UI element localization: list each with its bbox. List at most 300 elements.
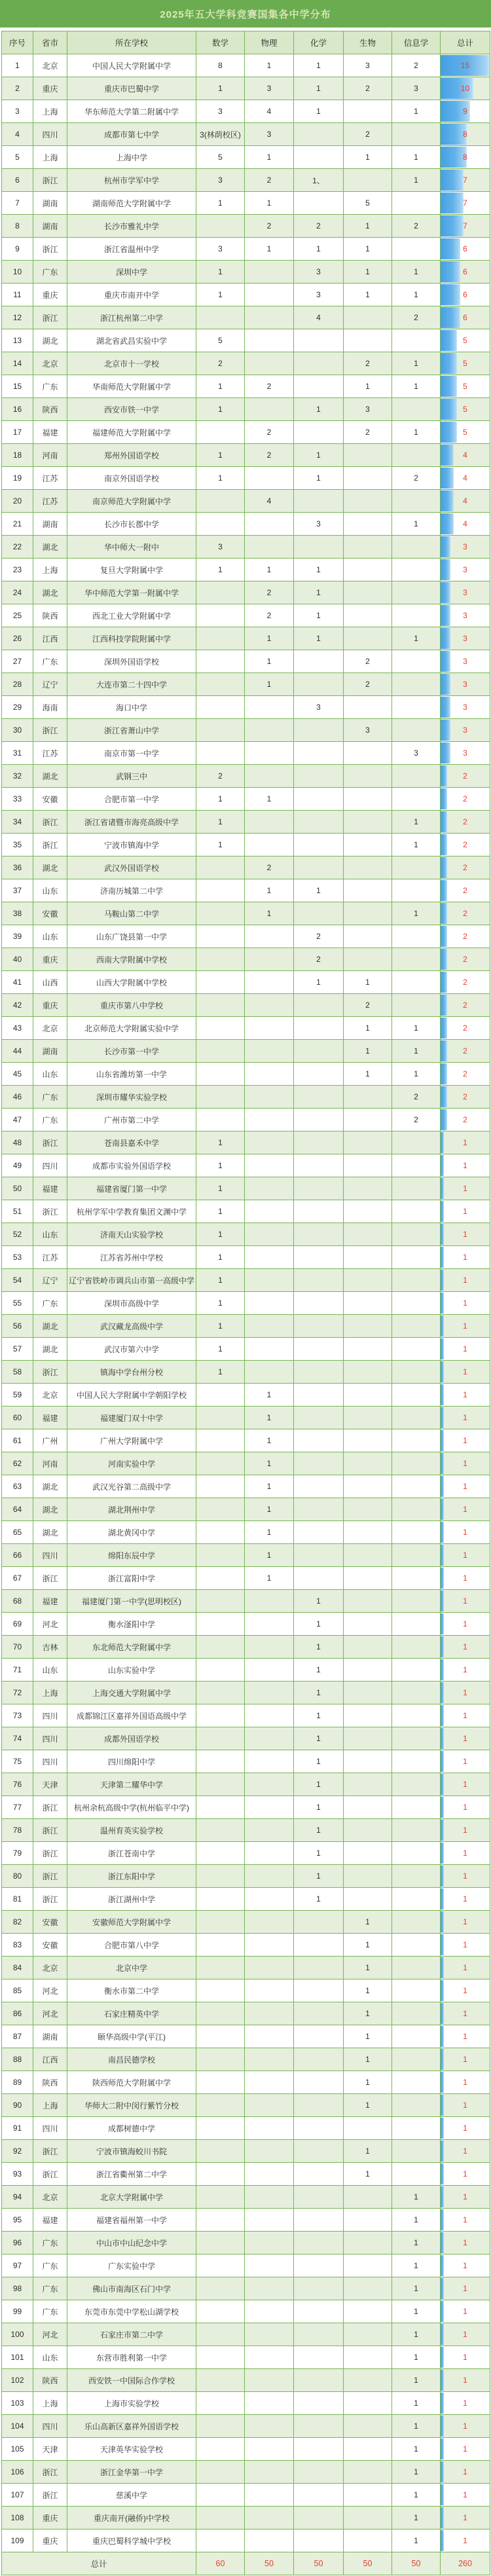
table-row (2, 1750, 490, 1773)
cell-math (196, 2209, 245, 2232)
cell-total (441, 1842, 490, 1865)
cell-physics (245, 398, 294, 421)
cell-school: 杭州学军中学教育集团文渊中学 (67, 1200, 196, 1223)
cell-chemistry (294, 2507, 344, 2530)
cell-chemistry (294, 1934, 344, 1957)
cell-total (441, 1567, 490, 1590)
cell-biology: 1 (344, 1911, 392, 1934)
cell-biology (344, 1200, 392, 1223)
cell-physics (245, 1888, 294, 1911)
cell-school: 深圳中学 (67, 261, 196, 284)
cell-math (196, 1475, 245, 1498)
cell-province: 河北 (33, 1979, 67, 2002)
cell-no: 21 (2, 513, 33, 536)
cell-biology: 1 (344, 1017, 392, 1040)
cell-province: 湖南 (33, 513, 67, 536)
total-data-bar (441, 445, 454, 466)
cell-school: 浙江省萧山中学 (67, 719, 196, 742)
cell-math (196, 1017, 245, 1040)
cell-physics (245, 2025, 294, 2048)
cell-school: 衡水滏阳中学 (67, 1613, 196, 1636)
cell-informatics (392, 2117, 441, 2140)
cell-no: 49 (2, 1154, 33, 1177)
cell-physics (245, 2232, 294, 2254)
total-data-bar (441, 2049, 444, 2070)
table-row (2, 2346, 490, 2369)
cell-province: 浙江 (33, 2140, 67, 2163)
cell-physics (245, 1590, 294, 1613)
cell-informatics (392, 948, 441, 971)
total-data-bar (441, 1911, 444, 1932)
cell-school: 武汉光谷第二高级中学 (67, 1475, 196, 1498)
cell-math: 1 (196, 375, 245, 398)
cell-informatics (392, 1223, 441, 1246)
cell-physics: 2 (245, 375, 294, 398)
table-footer (2, 2552, 490, 2575)
cell-province: 浙江 (33, 238, 67, 261)
cell-school: 福建师范大学附属中学 (67, 421, 196, 444)
cell-total (441, 581, 490, 604)
total-data-bar (441, 1155, 444, 1176)
table-row (2, 1200, 490, 1223)
total-data-bar (441, 1888, 444, 1909)
cell-no: 108 (2, 2507, 33, 2530)
cell-province: 浙江 (33, 2461, 67, 2484)
cell-physics: 2 (245, 444, 294, 467)
cell-chemistry (294, 2094, 344, 2117)
cell-no: 30 (2, 719, 33, 742)
total-value: 1 (463, 1849, 467, 1858)
total-value: 1 (463, 1917, 467, 1926)
total-value: 1 (463, 2261, 467, 2270)
cell-school: 河南实验中学 (67, 1452, 196, 1475)
table-row (2, 2232, 490, 2254)
cell-biology (344, 742, 392, 765)
cell-total (441, 1177, 490, 1200)
cell-chemistry (294, 2530, 344, 2552)
table-row (2, 902, 490, 925)
cell-school: 乐山高新区嘉祥外国语学校 (67, 2415, 196, 2438)
header-informatics: 信息学 (392, 31, 441, 54)
cell-total (441, 2369, 490, 2392)
cell-math (196, 2300, 245, 2323)
cell-school: 华南师范大学附属中学 (67, 375, 196, 398)
cell-no: 22 (2, 536, 33, 559)
cell-math (196, 421, 245, 444)
cell-chemistry (294, 536, 344, 559)
cell-biology (344, 925, 392, 948)
cell-math (196, 2461, 245, 2484)
cell-province: 江苏 (33, 742, 67, 765)
cell-math (196, 1429, 245, 1452)
cell-chemistry: 1 (294, 1613, 344, 1636)
total-value: 1 (463, 1436, 467, 1445)
cell-math (196, 2484, 245, 2507)
cell-total (441, 1429, 490, 1452)
cell-math (196, 2232, 245, 2254)
cell-physics (245, 742, 294, 765)
total-value: 3 (463, 657, 467, 666)
cell-informatics: 1 (392, 2461, 441, 2484)
cell-total (441, 2300, 490, 2323)
cell-school: 天津英华实验学校 (67, 2438, 196, 2461)
total-data-bar (441, 628, 450, 649)
total-value: 7 (463, 175, 467, 185)
cell-no: 51 (2, 1200, 33, 1223)
cell-math (196, 1842, 245, 1865)
cell-total (441, 238, 490, 261)
cell-informatics (392, 1177, 441, 1200)
cell-physics (245, 2002, 294, 2025)
total-data-bar (441, 1063, 447, 1084)
cell-school: 成都树德中学 (67, 2117, 196, 2140)
total-value: 1 (463, 1459, 467, 1468)
cell-informatics: 3 (392, 77, 441, 100)
cell-physics (245, 765, 294, 788)
page-title: 2025年五大学科竞赛国集各中学分布 (160, 9, 331, 20)
cell-physics (245, 352, 294, 375)
total-value: 1 (463, 1390, 467, 1399)
total-value: 2 (463, 932, 467, 941)
cell-chemistry (294, 719, 344, 742)
cell-physics (245, 1132, 294, 1154)
cell-province: 广东 (33, 650, 67, 673)
cell-no: 14 (2, 352, 33, 375)
total-value: 1 (463, 2146, 467, 2156)
total-value: 5 (463, 382, 467, 391)
cell-physics (245, 1315, 294, 1338)
cell-no: 25 (2, 604, 33, 627)
cell-school: 南京外国语学校 (67, 467, 196, 490)
cell-total (441, 719, 490, 742)
total-data-bar (441, 2484, 444, 2505)
cell-chemistry (294, 1407, 344, 1429)
cell-math (196, 1498, 245, 1521)
cell-province: 湖北 (33, 329, 67, 352)
cell-biology: 1 (344, 2163, 392, 2186)
cell-chemistry (294, 650, 344, 673)
total-value: 1 (463, 1184, 467, 1193)
cell-school: 长沙市长郡中学 (67, 513, 196, 536)
cell-informatics (392, 2163, 441, 2186)
cell-informatics (392, 879, 441, 902)
cell-province: 广东 (33, 1292, 67, 1315)
cell-chemistry (294, 2048, 344, 2071)
total-data-bar (441, 2438, 444, 2459)
cell-biology: 2 (344, 673, 392, 696)
cell-total (441, 2392, 490, 2415)
cell-math (196, 627, 245, 650)
cell-school: 西安铁一中国际合作学校 (67, 2369, 196, 2392)
cell-informatics (392, 559, 441, 581)
table-row (2, 834, 490, 856)
cell-school: 长沙市第一中学 (67, 1040, 196, 1063)
total-data-bar (441, 811, 447, 832)
cell-chemistry: 1 (294, 1842, 344, 1865)
table-row (2, 971, 490, 994)
total-value: 9 (463, 107, 467, 116)
cell-total (441, 329, 490, 352)
cell-no: 88 (2, 2048, 33, 2071)
total-data-bar (441, 2255, 444, 2276)
total-data-bar (441, 1797, 444, 1818)
total-value: 15 (460, 61, 470, 70)
table-row (2, 352, 490, 375)
table-row (2, 2117, 490, 2140)
cell-biology (344, 2186, 392, 2209)
cell-total (441, 1659, 490, 1682)
table-row (2, 54, 490, 77)
cell-total (441, 2323, 490, 2346)
table-row (2, 1819, 490, 1842)
cell-total (441, 1407, 490, 1429)
cell-total (441, 2186, 490, 2209)
total-value: 1 (463, 1871, 467, 1881)
cell-biology (344, 902, 392, 925)
footer-physics-total: 50 (245, 2552, 294, 2575)
cell-physics: 1 (245, 1384, 294, 1407)
cell-biology (344, 2392, 392, 2415)
cell-total (441, 2048, 490, 2071)
table-row (2, 398, 490, 421)
cell-math: 3(林荫校区) (196, 123, 245, 146)
total-value: 3 (463, 748, 467, 758)
cell-math (196, 2346, 245, 2369)
cell-no: 93 (2, 2163, 33, 2186)
cell-no: 71 (2, 1659, 33, 1682)
cell-chemistry (294, 1475, 344, 1498)
total-data-bar (441, 376, 457, 397)
cell-total (441, 1911, 490, 1934)
cell-biology (344, 604, 392, 627)
cell-math (196, 581, 245, 604)
table-row (2, 1727, 490, 1750)
footer-math-total: 60 (196, 2552, 245, 2575)
footer-chemistry-total: 50 (294, 2552, 344, 2575)
table-row (2, 1429, 490, 1452)
cell-total (441, 1979, 490, 2002)
cell-biology: 3 (344, 398, 392, 421)
cell-province: 广东 (33, 2277, 67, 2300)
cell-informatics (392, 1957, 441, 1979)
total-data-bar (441, 170, 464, 191)
cell-physics: 2 (245, 604, 294, 627)
cell-no: 99 (2, 2300, 33, 2323)
cell-informatics (392, 788, 441, 811)
cell-biology (344, 2323, 392, 2346)
cell-biology (344, 581, 392, 604)
cell-school: 华中师范大学第一附属中学 (67, 581, 196, 604)
cell-physics (245, 2484, 294, 2507)
cell-informatics: 1 (392, 811, 441, 834)
table-row (2, 284, 490, 306)
cell-physics (245, 1911, 294, 1934)
cell-province: 四川 (33, 2117, 67, 2140)
total-value: 6 (463, 290, 467, 299)
table-row (2, 2484, 490, 2507)
cell-no: 3 (2, 100, 33, 123)
table-row (2, 925, 490, 948)
cell-biology (344, 1452, 392, 1475)
cell-biology: 1 (344, 971, 392, 994)
cell-biology: 3 (344, 54, 392, 77)
cell-chemistry: 1 (294, 1796, 344, 1819)
table-row (2, 1567, 490, 1590)
cell-informatics: 1 (392, 100, 441, 123)
total-value: 3 (463, 565, 467, 574)
cell-math (196, 2048, 245, 2071)
total-data-bar (441, 2186, 444, 2207)
cell-province: 山东 (33, 925, 67, 948)
cell-no: 62 (2, 1452, 33, 1475)
total-value: 3 (463, 726, 467, 735)
total-value: 1 (463, 2192, 467, 2201)
cell-informatics: 1 (392, 2186, 441, 2209)
total-data-bar (441, 1247, 444, 1268)
cell-school: 复旦大学附属中学 (67, 559, 196, 581)
cell-no: 81 (2, 1888, 33, 1911)
table-row (2, 1086, 490, 1109)
table-row (2, 421, 490, 444)
cell-chemistry: 1 (294, 627, 344, 650)
cell-math: 8 (196, 54, 245, 77)
cell-biology (344, 2346, 392, 2369)
cell-math: 1 (196, 1338, 245, 1361)
sheet-title-bar (0, 0, 491, 28)
cell-no: 10 (2, 261, 33, 284)
cell-province: 北京 (33, 1957, 67, 1979)
cell-no: 8 (2, 215, 33, 238)
table-row (2, 2163, 490, 2186)
cell-no: 98 (2, 2277, 33, 2300)
total-data-bar (441, 1545, 444, 1566)
cell-total (441, 2530, 490, 2552)
cell-chemistry (294, 1086, 344, 1109)
cell-informatics (392, 1613, 441, 1636)
total-data-bar (441, 1705, 444, 1726)
cell-physics (245, 329, 294, 352)
cell-no: 48 (2, 1132, 33, 1154)
cell-province: 广东 (33, 261, 67, 284)
total-data-bar (441, 1866, 444, 1886)
cell-math: 1 (196, 811, 245, 834)
cell-chemistry (294, 2392, 344, 2415)
cell-total (441, 306, 490, 329)
total-data-bar (441, 1613, 444, 1634)
total-data-bar (441, 2278, 444, 2299)
cell-province: 安徽 (33, 1911, 67, 1934)
cell-total (441, 2438, 490, 2461)
total-data-bar (441, 468, 454, 488)
table-row (2, 1590, 490, 1613)
cell-total (441, 444, 490, 467)
cell-total (441, 2140, 490, 2163)
cell-province: 浙江 (33, 169, 67, 192)
cell-no: 67 (2, 1567, 33, 1590)
cell-biology: 2 (344, 650, 392, 673)
cell-physics (245, 2415, 294, 2438)
cell-chemistry (294, 834, 344, 856)
cell-math (196, 604, 245, 627)
cell-school: 浙江苍南中学 (67, 1842, 196, 1865)
cell-no: 76 (2, 1773, 33, 1796)
total-value: 1 (463, 2490, 467, 2499)
cell-biology (344, 1682, 392, 1704)
table-row (2, 673, 490, 696)
cell-informatics: 1 (392, 513, 441, 536)
total-data-bar (441, 2095, 444, 2116)
cell-total (441, 696, 490, 719)
cell-province: 浙江 (33, 811, 67, 834)
total-data-bar (441, 490, 454, 511)
cell-province: 河南 (33, 1452, 67, 1475)
total-data-bar (441, 2072, 444, 2093)
total-value: 1 (463, 1780, 467, 1789)
cell-biology: 2 (344, 994, 392, 1017)
total-value: 4 (463, 519, 467, 528)
cell-informatics (392, 856, 441, 879)
table-row (2, 879, 490, 902)
cell-math: 1 (196, 467, 245, 490)
cell-informatics (392, 1888, 441, 1911)
total-value: 1 (463, 2238, 467, 2247)
cell-no: 72 (2, 1682, 33, 1704)
cell-total (441, 2254, 490, 2277)
cell-province: 浙江 (33, 1132, 67, 1154)
total-value: 1 (463, 1803, 467, 1812)
cell-physics (245, 1338, 294, 1361)
total-data-bar (441, 1820, 444, 1841)
cell-no: 37 (2, 879, 33, 902)
table-row (2, 1911, 490, 1934)
cell-province: 浙江 (33, 1200, 67, 1223)
cell-school: 湖北荆州中学 (67, 1498, 196, 1521)
cell-physics: 1 (245, 559, 294, 581)
total-data-bar (441, 1293, 444, 1314)
cell-school: 湖北省武昌实验中学 (67, 329, 196, 352)
cell-physics: 2 (245, 581, 294, 604)
header-chemistry: 化学 (294, 31, 344, 54)
cell-total (441, 2163, 490, 2186)
table-row (2, 1544, 490, 1567)
cell-school: 浙江省诸暨市海亮高级中学 (67, 811, 196, 834)
cell-informatics (392, 994, 441, 1017)
cell-informatics (392, 1154, 441, 1177)
cell-informatics: 2 (392, 1109, 441, 1132)
total-data-bar (441, 903, 447, 924)
total-data-bar (441, 1384, 444, 1405)
total-data-bar (441, 1224, 444, 1245)
cell-province: 陕西 (33, 2369, 67, 2392)
cell-total (441, 77, 490, 100)
cell-physics (245, 2438, 294, 2461)
cell-province: 湖北 (33, 765, 67, 788)
table-row (2, 1613, 490, 1636)
total-value: 4 (463, 451, 467, 460)
cell-chemistry: 1 (294, 77, 344, 100)
total-data-bar (441, 720, 450, 741)
cell-no: 50 (2, 1177, 33, 1200)
total-data-bar (441, 1018, 447, 1039)
cell-province: 天津 (33, 1773, 67, 1796)
cell-province: 湖南 (33, 1040, 67, 1063)
total-value: 1 (463, 2124, 467, 2133)
cell-province: 广东 (33, 2300, 67, 2323)
cell-province: 陕西 (33, 604, 67, 627)
cell-informatics (392, 581, 441, 604)
total-value: 1 (463, 2078, 467, 2087)
total-value: 3 (463, 680, 467, 689)
